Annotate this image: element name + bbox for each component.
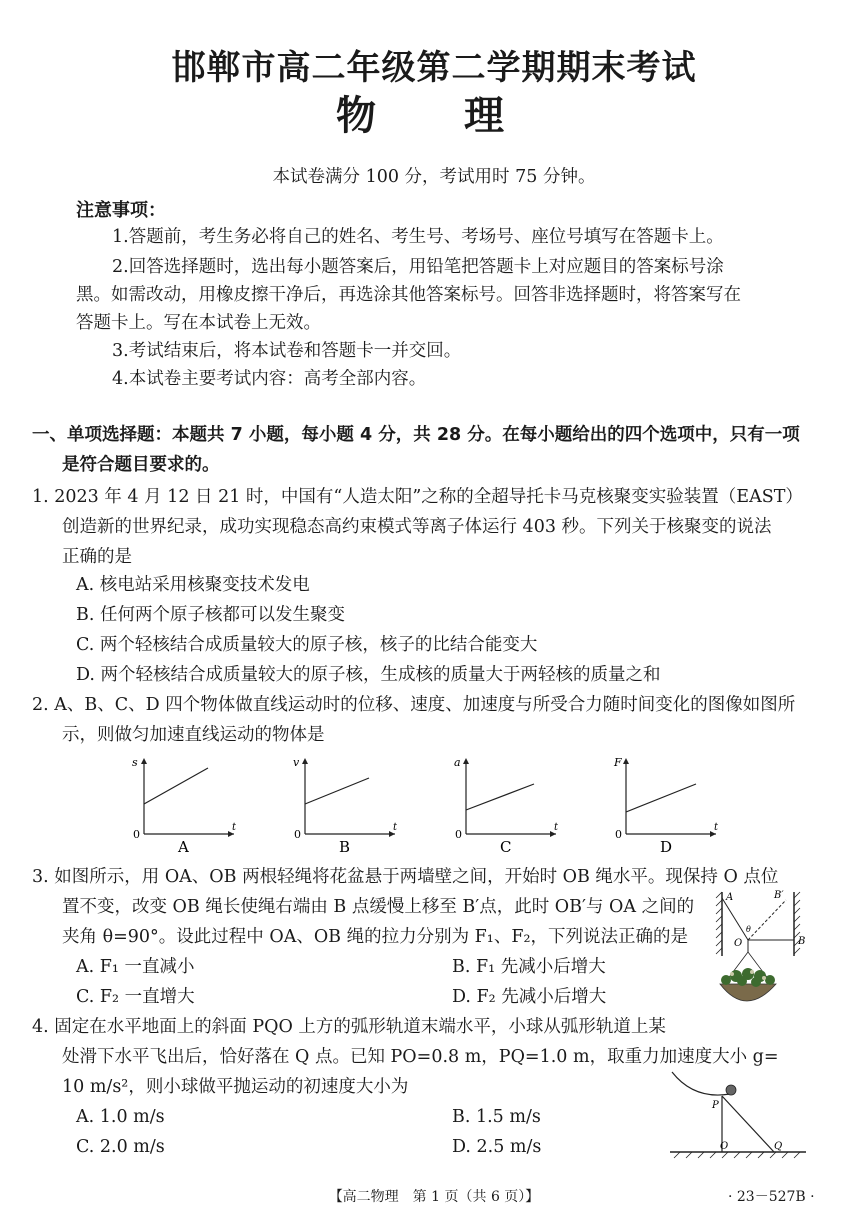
q3-label-b: B [798,936,806,947]
note-line-3: 黑。如需改动，用橡皮擦干净后，再选涂其他答案标号。回答非选择题时，将答案写在 [76,285,741,305]
note-line-2: 2.回答选择题时，选出每小题答案后，用铅笔把答题卡上对应题目的答案标号涂 [112,257,724,277]
q3-label-b-prime: B′ [774,890,784,901]
q3-option-c: C. F₂ 一直增大 [76,987,195,1007]
q2-graph-a-ylabel: s [132,756,138,769]
page-footer: 【高二物理 第 1 页（共 6 页）】 [328,1189,540,1205]
subject-char-2: 理 [464,93,504,139]
exam-title: 邯郸市高二年级第二学期期末考试 [171,48,697,88]
q2-graph-c-xlabel: t [554,822,559,833]
q4-option-a: A. 1.0 m/s [76,1107,165,1127]
note-line-5: 3.考试结束后，将本试卷和答题卡一并交回。 [112,341,462,361]
q2-graph-b-caption: B [339,838,351,854]
q4-option-c: C. 2.0 m/s [76,1137,165,1157]
paper-code: · 23－527B · [728,1189,815,1205]
section1-line-2: 是符合题目要求的。 [62,455,220,475]
q3-stem-1: 3. 如图所示，用 OA、OB 两根轻绳将花盆悬于两墙壁之间，开始时 OB 绳水平。现保持 O 点位 [32,867,779,887]
q3-figure [712,886,816,1020]
q2-graph-c-origin: 0 [455,828,462,841]
q2-graph-c [450,754,562,858]
exam-info: 本试卷满分 100 分，考试用时 75 分钟。 [272,167,596,187]
q4-stem-3: 10 m/s²，则小球做平抛运动的初速度大小为 [62,1077,409,1097]
q2-graph-c-ylabel: a [454,756,461,769]
q2-graph-b-ylabel: v [293,756,300,769]
q2-graph-a [128,754,240,858]
q4-label-p: P [712,1100,719,1111]
notes-heading: 注意事项： [76,200,166,221]
q2-graph-a-xlabel: t [232,822,237,833]
q1-option-d: D. 两个轻核结合成质量较大的原子核，生成核的质量大于两轻核的质量之和 [76,665,661,685]
q1-stem-2: 创造新的世界纪录，成功实现稳态高约束模式等离子体运行 403 秒。下列关于核聚变的说法 [62,517,772,537]
q2-graph-b-origin: 0 [294,828,301,841]
q2-stem-2: 示，则做匀加速直线运动的物体是 [62,725,325,745]
q1-option-a: A. 核电站采用核聚变技术发电 [76,575,310,595]
q1-stem-1: 1. 2023 年 4 月 12 日 21 时，中国有“人造太阳”之称的全超导托卡马克核聚变实验装置（EAST） [32,487,803,507]
q2-graph-d-caption: D [660,838,673,854]
q3-option-b: B. F₁ 先减小后增大 [452,957,606,977]
q2-graph-d [610,754,722,858]
q4-label-q: Q [774,1141,783,1152]
note-line-4: 答题卡上。写在本试卷上无效。 [76,313,321,333]
q3-option-a: A. F₁ 一直减小 [76,957,195,977]
q2-stem-1: 2. A、B、C、D 四个物体做直线运动时的位移、速度、加速度与所受合力随时间变化的图像如图所 [32,695,796,715]
q4-label-o: O [720,1141,729,1152]
q2-graph-a-origin: 0 [133,828,140,841]
q4-stem-1: 4. 固定在水平地面上的斜面 PQO 上方的弧形轨道末端水平，小球从弧形轨道上某 [32,1017,666,1037]
q2-graph-b-xlabel: t [393,822,398,833]
q3-option-d: D. F₂ 先减小后增大 [452,987,607,1007]
subject-char-1: 物 [336,93,376,139]
q1-option-c: C. 两个轻核结合成质量较大的原子核，核子的比结合能变大 [76,635,538,655]
q3-label-a: A [726,892,734,903]
q4-stem-2: 处滑下水平飞出后，恰好落在 Q 点。已知 PO=0.8 m，PQ=1.0 m，取重力加速度大小 g= [62,1047,779,1067]
q3-stem-2: 置不变，改变 OB 绳长使绳右端由 B 点缓慢上移至 B′点，此时 OB′与 OA 之间的 [62,897,695,917]
q2-graph-d-ylabel: F [614,756,622,769]
q4-figure [664,1066,812,1170]
q3-stem-3: 夹角 θ=90°。设此过程中 OA、OB 绳的拉力分别为 F₁、F₂，下列说法正确的是 [62,927,688,947]
q4-option-d: D. 2.5 m/s [452,1137,542,1157]
q3-label-o: O [734,938,743,949]
q2-graph-c-caption: C [500,838,512,854]
q2-graph-b [289,754,401,858]
q3-label-theta: θ [746,925,751,934]
q4-option-b: B. 1.5 m/s [452,1107,541,1127]
note-line-1: 1.答题前，考生务必将自己的姓名、考生号、考场号、座位号填写在答题卡上。 [112,227,724,247]
q2-graph-a-caption: A [178,838,189,854]
q1-option-b: B. 任何两个原子核都可以发生聚变 [76,605,345,625]
q1-stem-3: 正确的是 [62,547,132,567]
note-line-6: 4.本试卷主要考试内容：高考全部内容。 [112,369,427,389]
q2-graph-d-origin: 0 [615,828,622,841]
section1-line-1: 一、单项选择题：本题共 7 小题，每小题 4 分，共 28 分。在每小题给出的四个选项中，只有一项 [32,425,800,445]
q2-graph-d-xlabel: t [714,822,719,833]
